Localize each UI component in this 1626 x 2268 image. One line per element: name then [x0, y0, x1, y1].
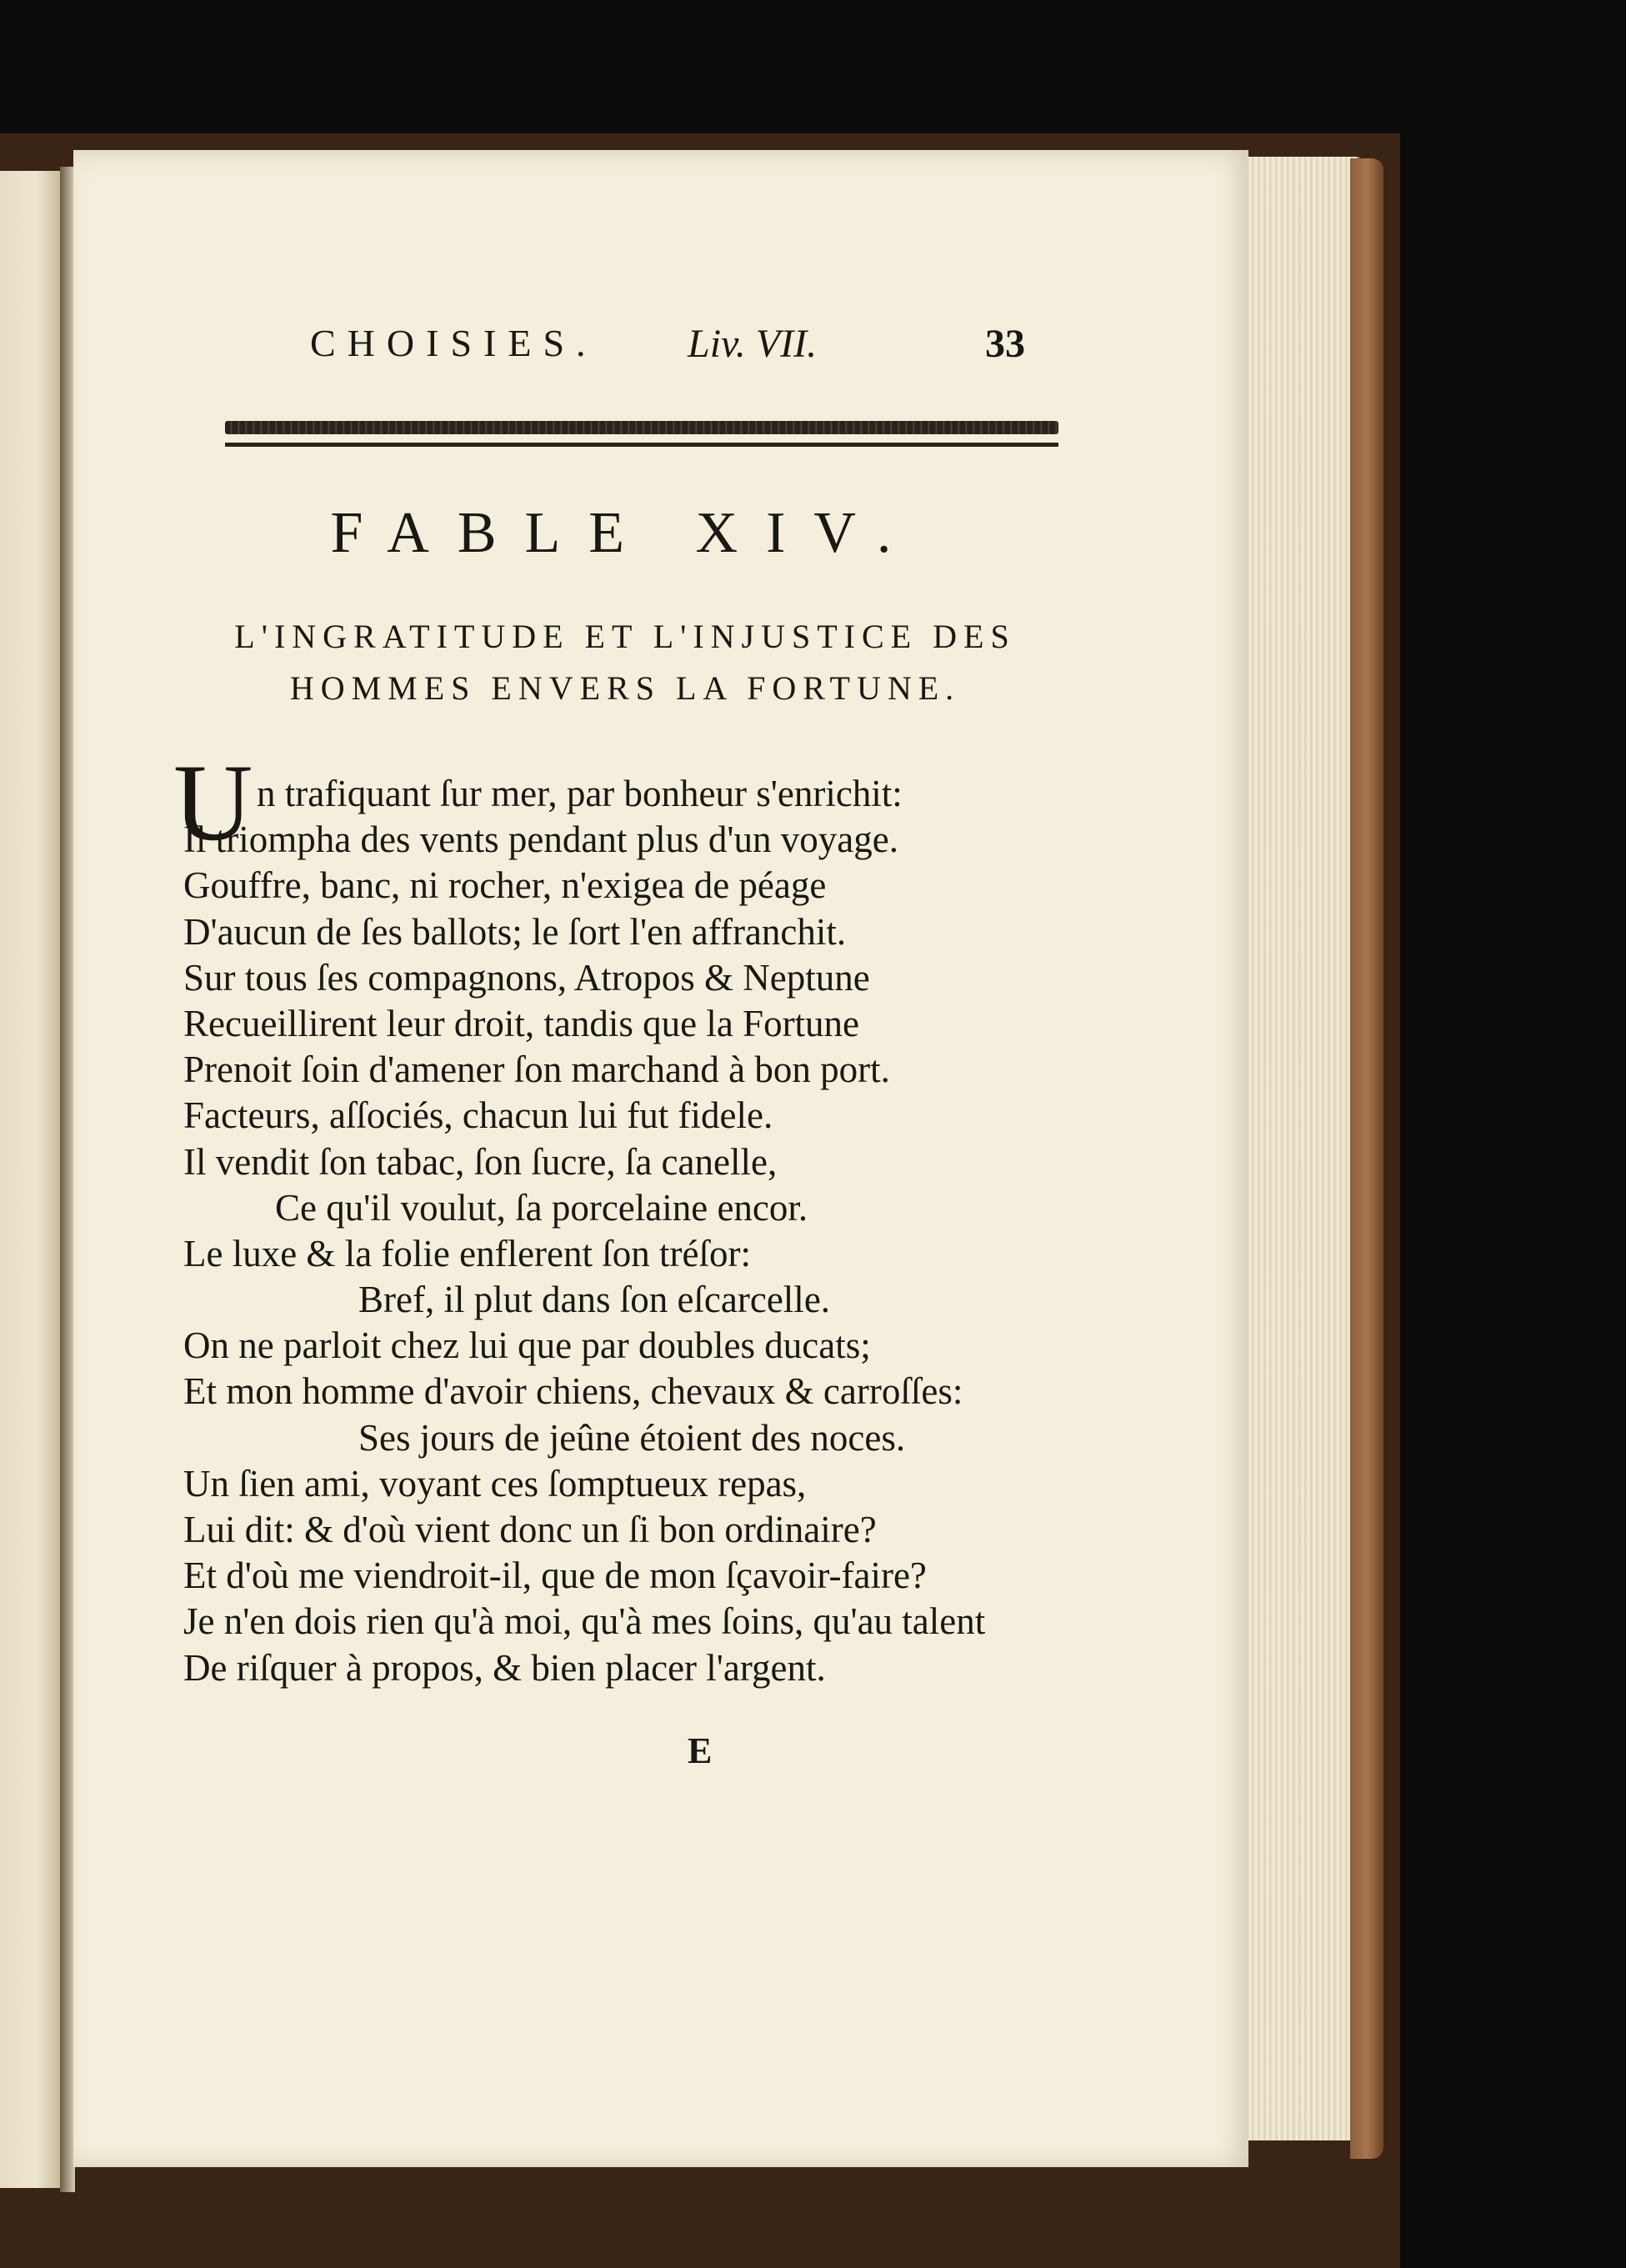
verse-line: n trafiquant ſur mer, par bonheur s'enrichit: — [257, 773, 903, 814]
verse-line: Et mon homme d'avoir chiens, chevaux & carroſſes: — [183, 1370, 963, 1413]
fable-subtitle — [183, 611, 1067, 714]
verse-line: Ce qu'il voulut, ſa porcelaine encor. — [275, 1186, 808, 1229]
leather-cover-edge — [1350, 158, 1383, 2159]
verse-line: Il vendit ſon tabac, ſon ſucre, ſa canelle, — [183, 1140, 778, 1183]
page-edges — [1248, 157, 1359, 2140]
page-number: 33 — [985, 322, 1025, 366]
verse-line: De riſquer à propos, & bien placer l'argent. — [183, 1646, 826, 1689]
subtitle-line: HOMMES ENVERS LA FORTUNE. — [289, 669, 961, 707]
drop-cap: U — [173, 741, 253, 864]
verse-line: Facteurs, aſſociés, chacun lui fut fidele. — [183, 1094, 773, 1137]
verse-line: D'aucun de ſes ballots; le ſort l'en affranchit. — [183, 910, 847, 953]
verse-line: Et d'où me viendroit-il, que de mon ſçavoir-faire? — [183, 1555, 927, 1597]
signature-mark: E — [688, 1730, 713, 1771]
running-head-title: CHOISIES. — [310, 322, 598, 364]
verse-line: Il triompha des vents pendant plus d'un voyage. — [183, 819, 898, 861]
verse-line: Le luxe & la folie enflerent ſon tréſor: — [183, 1232, 751, 1274]
left-page-edge — [0, 171, 62, 2188]
verse-body — [173, 741, 1100, 1691]
verse-line: On ne parloit chez lui que par doubles ducats; — [183, 1324, 871, 1367]
verse-line: Un ſien ami, voyant ces ſomptueux repas, — [183, 1462, 807, 1504]
subtitle-line: L'INGRATITUDE ET L'INJUSTICE DES — [234, 618, 1016, 655]
verse-line: Lui dit: & d'où vient donc un ſi bon ordinaire? — [183, 1509, 877, 1550]
verse-line: Je n'en dois rien qu'à moi, qu'à mes ſoins, qu'au talent — [183, 1600, 986, 1643]
running-head — [183, 321, 1067, 379]
verse-line: Gouffre, banc, ni rocher, n'exigea de péage — [183, 864, 827, 907]
ornamental-rule — [225, 421, 1058, 434]
page-content — [173, 321, 1067, 1771]
thin-rule — [225, 443, 1058, 447]
fable-title: FABLE XIV. — [330, 501, 920, 565]
verse-line: Bref, il plut dans ſon eſcarcelle. — [358, 1279, 831, 1321]
verse-line: Sur tous ſes compagnons, Atropos & Neptune — [183, 956, 870, 999]
verse-line: Prenoit ſoin d'amener ſon marchand à bon port. — [183, 1049, 890, 1091]
verse-line: Recueillirent leur droit, tandis que la Fortune — [183, 1002, 860, 1044]
verse-line: Ses jours de jeûne étoient des noces. — [358, 1416, 906, 1459]
running-head-book: Liv. VII. — [688, 322, 818, 366]
